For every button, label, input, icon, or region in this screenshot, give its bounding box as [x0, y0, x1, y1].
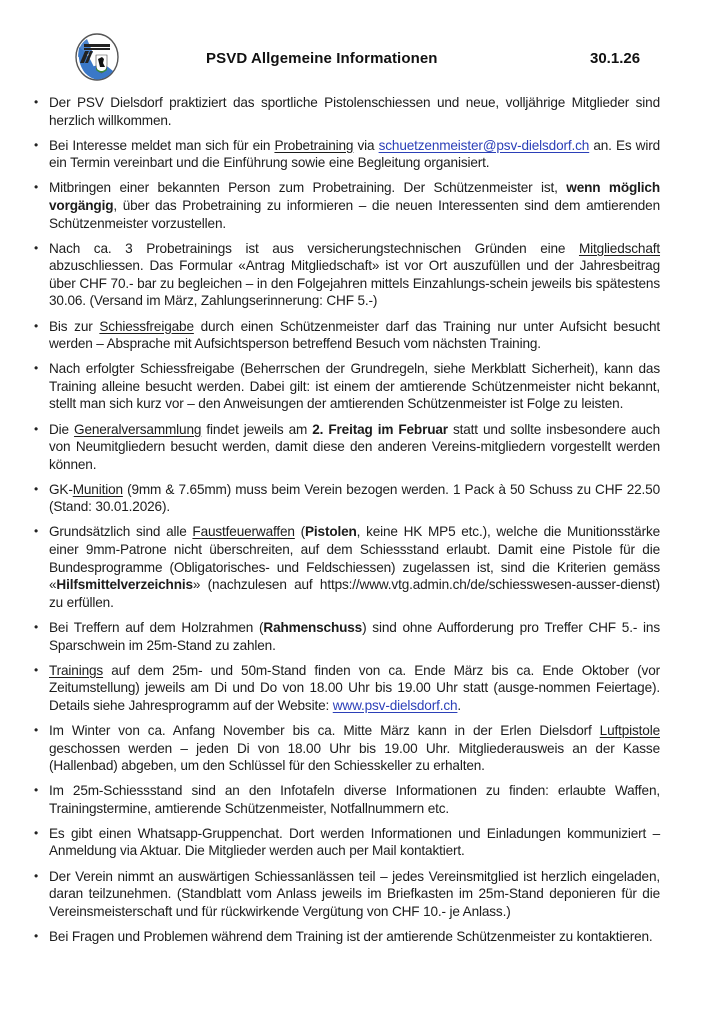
text: (9mm & 7.65mm) muss beim Verein bezogen werden. 1 Pack à 50 Schuss zu CHF 22.50 (Stand: 30.01.2026).: [49, 481, 660, 515]
bold-text: 2. Freitag im Februar: [312, 421, 448, 437]
list-item: [32, 619, 660, 654]
text: Im 25m-Schiessstand sind an den Infotafeln diverse Informationen zu finden: erlaubte Waffen, Trainingstermine, amtierende Schützenmeister, Notfallnummern etc.: [49, 783, 660, 816]
information-list: [32, 94, 660, 945]
list-item: [32, 662, 660, 715]
underlined-term: Generalversammlung: [74, 421, 202, 437]
list-item: [32, 868, 660, 921]
underlined-term: Mitgliedschaft: [578, 240, 660, 256]
text: » (nachzulesen auf https://www.vtg.admin.ch/de/schiesswesen-ausser-dienst) zu erfüllen.: [49, 577, 660, 610]
list-item: [32, 523, 660, 611]
text: GK-: [49, 481, 73, 497]
text: abzuschliessen. Das Formular «Antrag Mitgliedschaft» ist vor Ort auszufüllen und der Jahresbeitrag über CHF 70.- bar zu begleichen – in den Folgejahren mittels Einzahlungs-schein jeweils bis spätestens 30.06. (Versand im März, Zahlungserinnerung: CHF 5.-): [49, 258, 660, 309]
underlined-term: Munition: [72, 481, 123, 497]
list-item: [32, 94, 660, 129]
text: Bis zur: [49, 318, 100, 334]
list-item: [32, 722, 660, 775]
text: (: [294, 524, 305, 540]
underlined-term: Faustfeuerwaffen: [192, 524, 295, 540]
list-item: [32, 240, 660, 310]
text: auf dem 25m- und 50m-Stand finden von ca. Ende März bis ca. Ende Oktober (vor Zeitumstellung) jeweils am Di und Do von 18.00 Uhr bis 19.00 Uhr statt (ausge-nommen Feiertage). Details siehe Jahresprogramm auf der Website:: [49, 662, 660, 713]
text: an. Es wird ein Termin vereinbart und die Einführung sowie eine Begleitung organisiert.: [49, 137, 661, 171]
document-header: [0, 0, 724, 100]
psvd-club-crest-icon: [73, 33, 121, 81]
text: via: [353, 137, 379, 153]
text: Bei Fragen und Problemen während dem Training ist der amtierende Schützenmeister zu kontaktieren.: [49, 928, 653, 944]
text: geschossen werden – jeden Di von 18.00 Uhr bis 19.00 Uhr. Mitgliederausweis an der Kasse (Hallenbad) abgeben, um den Schlüssel für den Schiesskeller zu erhalten.: [49, 740, 660, 774]
underlined-term: Schiessfreigabe: [99, 318, 194, 334]
text: Die: [49, 421, 75, 437]
text: statt und sollte insbesondere auch von Neumitgliedern besucht werden, damit diese den anderen Vereins-mitgliedern vorgestellt werden können.: [49, 421, 660, 472]
text: durch einen Schützenmeister darf das Training nur unter Aufsicht besucht werden – Absprache mit Aufsichtsperson betreffend Besuch vom nächsten Training.: [49, 318, 660, 352]
document-body: [32, 94, 660, 953]
text: Nach erfolgter Schiessfreigabe (Beherrschen der Grundregeln, siehe Merkblatt Sicherheit), kann das Training alleine besucht werden. Dabei gilt: ist einem der amtierende Schützenmeister nicht bekannt, stellt man sich kurz vor – den Anweisungen der amtierenden Schützenmeister ist Folge zu leisten.: [49, 361, 660, 412]
bold-text: wenn möglich vorgängig: [49, 180, 660, 213]
bold-text: Pistolen: [304, 524, 357, 540]
text: Der Verein nimmt an auswärtigen Schiessanlässen teil – jedes Vereinsmitglied ist herzlich eingeladen, daran teilzunehmen. (Standblatt vom Anlass jeweils im Briefkasten im 25m-Stand deponieren für die Vereinsmeisterschaft und für rückwirkende Vergütung von CHF 10.- je Anlass.): [49, 868, 660, 919]
bold-text: Hilfsmittelverzeichnis: [56, 577, 193, 593]
underlined-term: Trainings: [49, 662, 104, 678]
list-item: [32, 360, 660, 413]
list-item: [32, 782, 660, 817]
document-date: 30.1.26: [590, 50, 641, 67]
list-item: [32, 825, 660, 860]
list-item: [32, 928, 660, 946]
document-title: PSVD Allgemeine Informationen: [206, 50, 438, 67]
link[interactable]: www.psv-dielsdorf.ch: [332, 697, 458, 713]
text: .: [457, 697, 462, 713]
text: , keine HK MP5 etc.), welche die Munitionsstärke einer 9mm-Patrone nicht überschreiten, auf dem Schiessstand erlaubt. Damit eine Pistole für die Bundesprogramme (Obligatorisches- und Feldschiessen) zugelassen ist, sind die Kriterien gemäss «: [49, 524, 660, 593]
text: ) sind ohne Aufforderung pro Treffer CHF 5.- ins Sparschwein im 25m-Stand zu zahlen.: [49, 619, 660, 653]
list-item: [32, 137, 660, 172]
link[interactable]: schuetzenmeister@psv-dielsdorf.ch: [378, 137, 590, 153]
text: Bei Interesse meldet man sich für ein: [49, 137, 275, 153]
list-item: [32, 421, 660, 474]
text: Nach ca. 3 Probetrainings ist aus versicherungstechnischen Gründen eine: [49, 240, 579, 256]
list-item: [32, 481, 660, 516]
text: Mitbringen einer bekannten Person zum Probetraining. Der Schützenmeister ist,: [49, 180, 567, 196]
text: Bei Treffern auf dem Holzrahmen (: [49, 619, 264, 635]
text: Grundsätzlich sind alle: [49, 524, 193, 540]
text: Im Winter von ca. Anfang November bis ca. Mitte März kann in der Erlen Dielsdorf: [49, 722, 600, 738]
list-item: [32, 179, 660, 232]
bold-text: Rahmenschuss: [263, 619, 363, 635]
text: findet jeweils am: [201, 421, 313, 437]
text: , über das Probetraining zu informieren – die neuen Interessenten sind dem amtierenden Schützenmeister vorzustellen.: [49, 197, 660, 231]
underlined-term: Probetraining: [274, 137, 354, 153]
list-item: [32, 318, 660, 353]
text: Es gibt einen Whatsapp-Gruppenchat. Dort werden Informationen und Einladungen kommuniziert – Anmeldung via Aktuar. Die Mitglieder werden auch per Mail kontaktiert.: [49, 825, 660, 859]
underlined-term: Luftpistole: [599, 722, 660, 738]
text: Der PSV Dielsdorf praktiziert das sportliche Pistolenschiessen und neue, volljährige Mitglieder sind herzlich willkommen.: [49, 95, 660, 128]
